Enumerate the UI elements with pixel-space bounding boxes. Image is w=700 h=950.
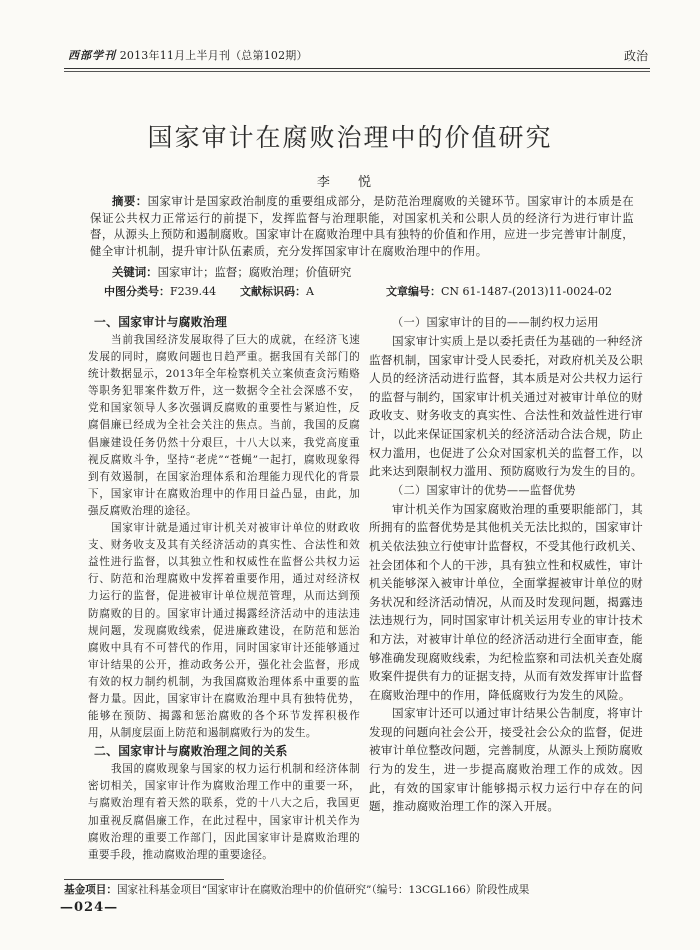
section-heading-1: 一、国家审计与腐败治理 xyxy=(94,315,228,329)
body-paragraph: 国家审计还可以通过审计结果公告制度，将审计发现的问题向社会公开，接受社会公众的监督，促进被审计单位整改问题，完善制度，从源头上预防腐败行为的发生，进一步提高腐败治理工作的成效。因此，有效的国家审计能够揭示权力运行中存在的问题，推动腐败治理工作的深入开展。 xyxy=(369,706,643,814)
article-title: 国家审计在腐败治理中的价值研究 xyxy=(147,123,553,152)
clc-label: 中图分类号： xyxy=(104,285,170,298)
article-number xyxy=(386,284,612,300)
journal-issue: 2013年11月上半月刊（总第102期） xyxy=(119,49,308,62)
article-author: 李 悦 xyxy=(316,175,384,190)
section-heading-2: 二、国家审计与腐败治理之间的关系 xyxy=(94,744,288,759)
journal-name: 西部学刊 xyxy=(68,49,116,62)
subsection-heading-2: （二）国家审计的优势——监督优势 xyxy=(392,483,576,497)
running-header xyxy=(68,46,648,66)
abstract xyxy=(90,193,634,259)
body-paragraph: 我国的腐败现象与国家的权力运行机制和经济体制密切相关，国家审计作为腐败治理工作中的重要一环，与腐败治理有着天然的联系，党的十八大之后，我国更加重视反腐倡廉工作，在此过程中，国家审计机关作为腐败治理的重要工作部门，因此国家审计是腐败治理的重要手段，推动腐败治理的重要途径。 xyxy=(88,763,360,861)
journal-info xyxy=(68,46,308,66)
article-no-label: 文章编号： xyxy=(386,285,441,298)
footnote-rule xyxy=(64,879,224,880)
subsection-heading-1: （一）国家审计的目的——制约权力运用 xyxy=(392,316,599,329)
abstract-text: 国家审计是国家政治制度的重要组成部分，是防范治理腐败的关键环节。国家审计的本质是在保证公共权力正常运行的前提下，发挥监督与治理职能，对国家机关和公职人员的经济行为进行审计监督，从源头上预防和遏制腐败。国家审计在腐败治理中具有独特的价值和作用，应进一步完善审计制度，健全审计机制，提升审计队伍素质，充分发挥国家审计在腐败治理中的作用。 xyxy=(90,194,634,258)
document-code xyxy=(240,284,314,300)
body-column-left xyxy=(88,313,360,864)
body-paragraph: 国家审计实质上是以委托责任为基础的一种经济监督机制，国家审计受人民委托，对政府机关及公职人员的经济活动进行监督，其本质是对公共权力运行的监督与制约，国家审计机关通过对被审计单位的财政收支、财务收支的真实性、合法性和效益性进行审计，以此来保证国家机关的经济活动合法合规，防止权力滥用，也促进了公众对国家机关的监督工作，以此来达到限制权力滥用、预防腐败行为发生的目的。 xyxy=(369,334,643,479)
body-paragraph: 审计机关作为国家腐败治理的重要职能部门，其所拥有的监督优势是其他机关无法比拟的，国家审计机关依法独立行使审计监督权，不受其他行政机关、社会团体和个人的干涉，具有独立性和权威性，审计机关能够深入被审计单位，全面掌握被审计单位的财务状况和经济活动情况，从而及时发现问题，揭露违法违规行为，同时国家审计机关运用专业的审计技术和方法，对被审计单位的经济活动进行全面审查，能够准确发现腐败线索，为纪检监察和司法机关查处腐败案件提供有力的证据支持，从而有效发挥审计监督在腐败治理中的作用，降低腐败行为发生的风险。 xyxy=(369,501,643,702)
doc-code-value: A xyxy=(306,285,314,298)
header-rule xyxy=(64,68,650,69)
abstract-label: 摘要： xyxy=(112,194,148,208)
footnote-label: 基金项目： xyxy=(64,884,117,896)
body-paragraph: 当前我国经济发展取得了巨大的成就，在经济飞速发展的同时，腐败问题也日趋严重。据我国有关部门的统计数据显示，2013年全年检察机关立案侦查贪污贿赂等职务犯罪案件数万件，这一数据令全社会深感不安，党和国家领导人多次强调反腐败的重要性与紧迫性，反腐倡廉已经成为全社会关注的焦点。当前，我国的反腐倡廉建设任务仍然十分艰巨，十八大以来，我党高度重视反腐败斗争，坚持“老虎”“苍蝇”一起打，腐败现象得到有效遏制，在国家治理体系和治理能力现代化的背景下，国家审计在腐败治理中的作用日益凸显，由此，加强反腐败治理的途径。 xyxy=(88,334,360,517)
keywords-label: 关键词： xyxy=(112,265,158,279)
body-column-right xyxy=(369,313,643,816)
footnote-text: 国家社科基金项目“国家审计在腐败治理中的价值研究”（编号：13CGL166）阶段性成果 xyxy=(116,884,530,896)
keywords xyxy=(90,264,634,280)
clc-value: F239.44 xyxy=(170,285,217,298)
funding-footnote xyxy=(64,883,664,897)
article-no-value: CN 61-1487-(2013)11-0024-02 xyxy=(441,285,612,298)
doc-code-label: 文献标识码： xyxy=(240,285,306,298)
section-label: 政治 xyxy=(623,49,648,63)
page-number: —024— xyxy=(60,900,119,915)
header-rule-thin xyxy=(64,71,650,72)
keywords-text: 国家审计；监督；腐败治理；价值研究 xyxy=(157,265,352,279)
body-paragraph: 国家审计就是通过审计机关对被审计单位的财政收支、财务收支及其有关经济活动的真实性、合法性和效益性进行监督，以其独立性和权威性在监督公共权力运行、防范和治理腐败中发挥着重要作用，通过对经济权力运行的监督，促进被审计单位规范管理，从而达到预防腐败的目的。国家审计通过揭露经济活动中的违法违规问题，发现腐败线索，促进廉政建设，在防范和惩治腐败中具有不可替代的作用，同时国家审计还能够通过审计结果的公开，推动政务公开，强化社会监督，形成有效的权力制约机制，为我国腐败治理体系中重要的监督力量。因此，国家审计在腐败治理中具有独特优势，能够在预防、揭露和惩治腐败的各个环节发挥积极作用，从制度层面上防范和遏制腐败行为的发生。 xyxy=(88,522,360,740)
clc-number xyxy=(104,284,216,300)
